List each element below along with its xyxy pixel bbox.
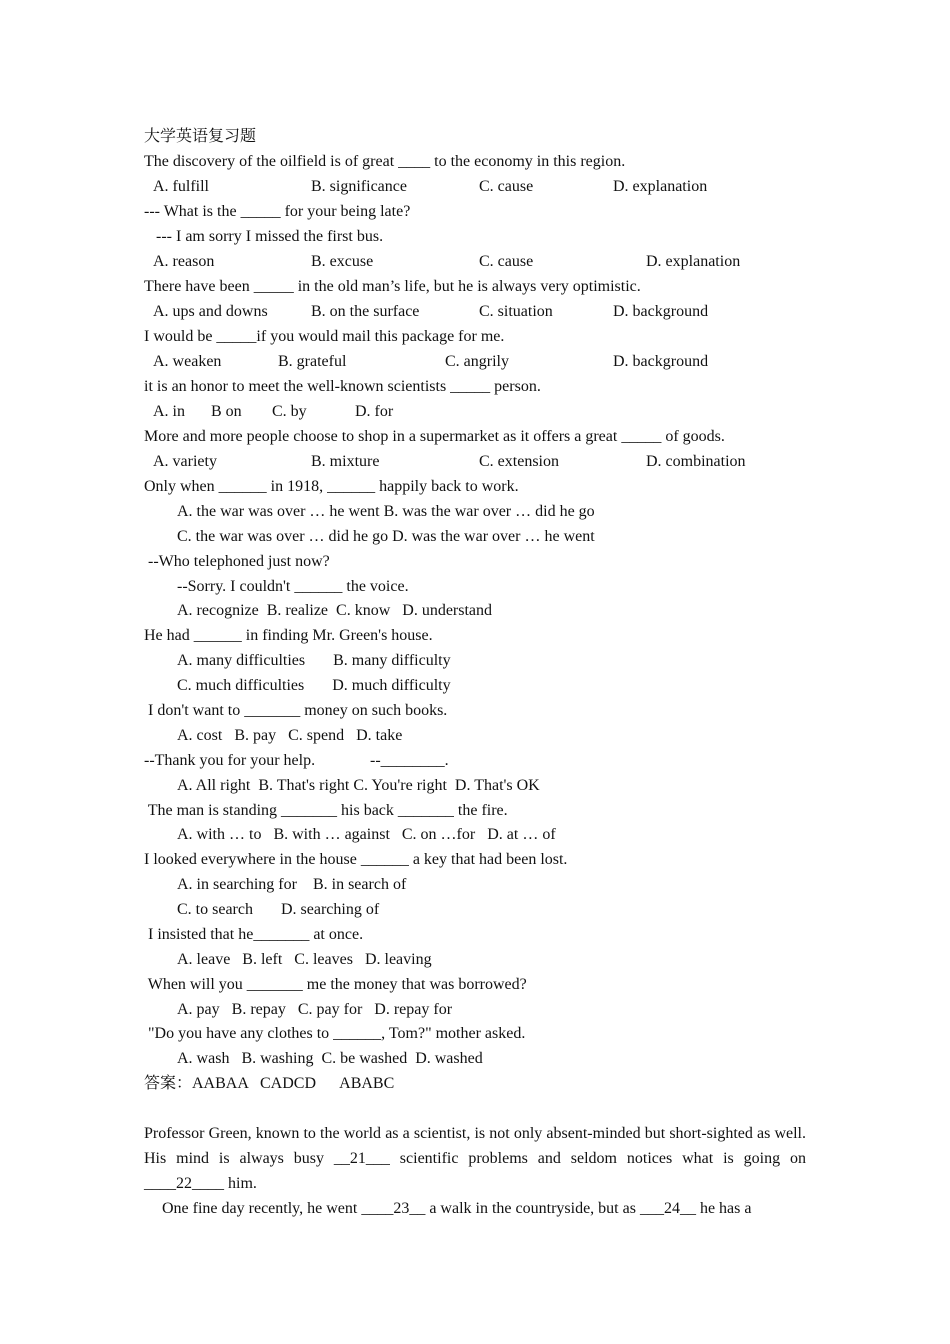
question-4-option-b: B. grateful (278, 353, 347, 370)
question-1-option-a: A. fulfill (153, 178, 209, 195)
question-2-line-2: --- I am sorry I missed the first bus. (144, 228, 384, 245)
question-15-stem: When will you _______ me the money that was borrowed? (144, 976, 527, 993)
question-1-stem: The discovery of the oilfield is of great ____ to the economy in this region. (144, 153, 626, 170)
question-13-stem: I looked everywhere in the house ______ a key that had been lost. (144, 851, 568, 868)
question-16-options: A. wash B. washing C. be washed D. washed (177, 1050, 483, 1067)
question-8-line-2: --Sorry. I couldn't ______ the voice. (177, 578, 409, 595)
question-4-option-c: C. angrily (445, 353, 509, 370)
question-15-options: A. pay B. repay C. pay for D. repay for (177, 1001, 453, 1018)
question-3-option-a: A. ups and downs (153, 303, 268, 320)
question-3-option-c: C. situation (479, 303, 553, 320)
question-8-line-1: --Who telephoned just now? (144, 553, 330, 570)
question-5-option-c: C. by (272, 403, 307, 420)
passage-paragraph-2: One fine day recently, he went ____23__ a walk in the countryside, but as ___24__ he has a (162, 1200, 752, 1217)
question-13-options-cd: C. to search D. searching of (177, 901, 380, 918)
question-7-options-ab: A. the war was over … he went B. was the war over … did he go (177, 503, 595, 520)
question-3-option-b: B. on the surface (311, 303, 420, 320)
question-2-line-1: --- What is the _____ for your being late? (144, 203, 411, 220)
question-11-options: A. All right B. That's right C. You're right D. That's OK (177, 777, 540, 794)
question-2-option-c: C. cause (479, 253, 534, 270)
question-3-option-d: D. background (613, 303, 709, 320)
question-6-option-b: B. mixture (311, 453, 380, 470)
question-14-stem: I insisted that he_______ at once. (144, 926, 364, 943)
document-title: 大学英语复习题 (144, 128, 257, 145)
answer-key: 答案：AABAA CADCD ABABC (144, 1075, 395, 1092)
question-8-options: A. recognize B. realize C. know D. understand (177, 602, 493, 619)
passage-paragraph-1: Professor Green, known to the world as a scientist, is not only absent-minded but short-sighted as well. His mind is always busy __21___ scientific problems and seldom notices what is going on ____22____ him. (144, 1125, 806, 1192)
question-1-option-c: C. cause (479, 178, 534, 195)
question-5-stem: it is an honor to meet the well-known scientists _____ person. (144, 378, 541, 395)
question-13-options-ab: A. in searching for B. in search of (177, 876, 407, 893)
question-2-option-b: B. excuse (311, 253, 374, 270)
question-5-option-b: B on (211, 403, 242, 420)
question-4-stem: I would be _____if you would mail this package for me. (144, 328, 505, 345)
question-4-option-a: A. weaken (153, 353, 222, 370)
question-7-stem: Only when ______ in 1918, ______ happily back to work. (144, 478, 519, 495)
question-5-option-d: D. for (355, 403, 394, 420)
question-10-stem: I don't want to _______ money on such books. (144, 702, 448, 719)
question-11-stem: --Thank you for your help. (144, 752, 316, 769)
question-11-reply: --________. (370, 752, 449, 769)
question-1-option-b: B. significance (311, 178, 407, 195)
question-5-option-a: A. in (153, 403, 185, 420)
question-12-stem: The man is standing _______ his back _______ the fire. (144, 802, 508, 819)
question-2-option-d: D. explanation (646, 253, 741, 270)
question-12-options: A. with … to B. with … against C. on …for D. at … of (177, 826, 556, 843)
question-4-option-d: D. background (613, 353, 709, 370)
question-6-option-d: D. combination (646, 453, 746, 470)
question-6-option-c: C. extension (479, 453, 559, 470)
question-2-option-a: A. reason (153, 253, 215, 270)
question-7-options-cd: C. the war was over … did he go D. was the war over … he went (177, 528, 595, 545)
question-6-option-a: A. variety (153, 453, 217, 470)
question-9-options-cd: C. much difficulties D. much difficulty (177, 677, 451, 694)
question-3-stem: There have been _____ in the old man’s life, but he is always very optimistic. (144, 278, 641, 295)
question-16-stem: "Do you have any clothes to ______, Tom?" mother asked. (144, 1025, 526, 1042)
question-9-stem: He had ______ in finding Mr. Green's house. (144, 627, 433, 644)
question-14-options: A. leave B. left C. leaves D. leaving (177, 951, 432, 968)
question-1-option-d: D. explanation (613, 178, 708, 195)
question-10-options: A. cost B. pay C. spend D. take (177, 727, 403, 744)
question-9-options-ab: A. many difficulties B. many difficulty (177, 652, 451, 669)
question-6-stem: More and more people choose to shop in a supermarket as it offers a great _____ of goods. (144, 428, 725, 445)
